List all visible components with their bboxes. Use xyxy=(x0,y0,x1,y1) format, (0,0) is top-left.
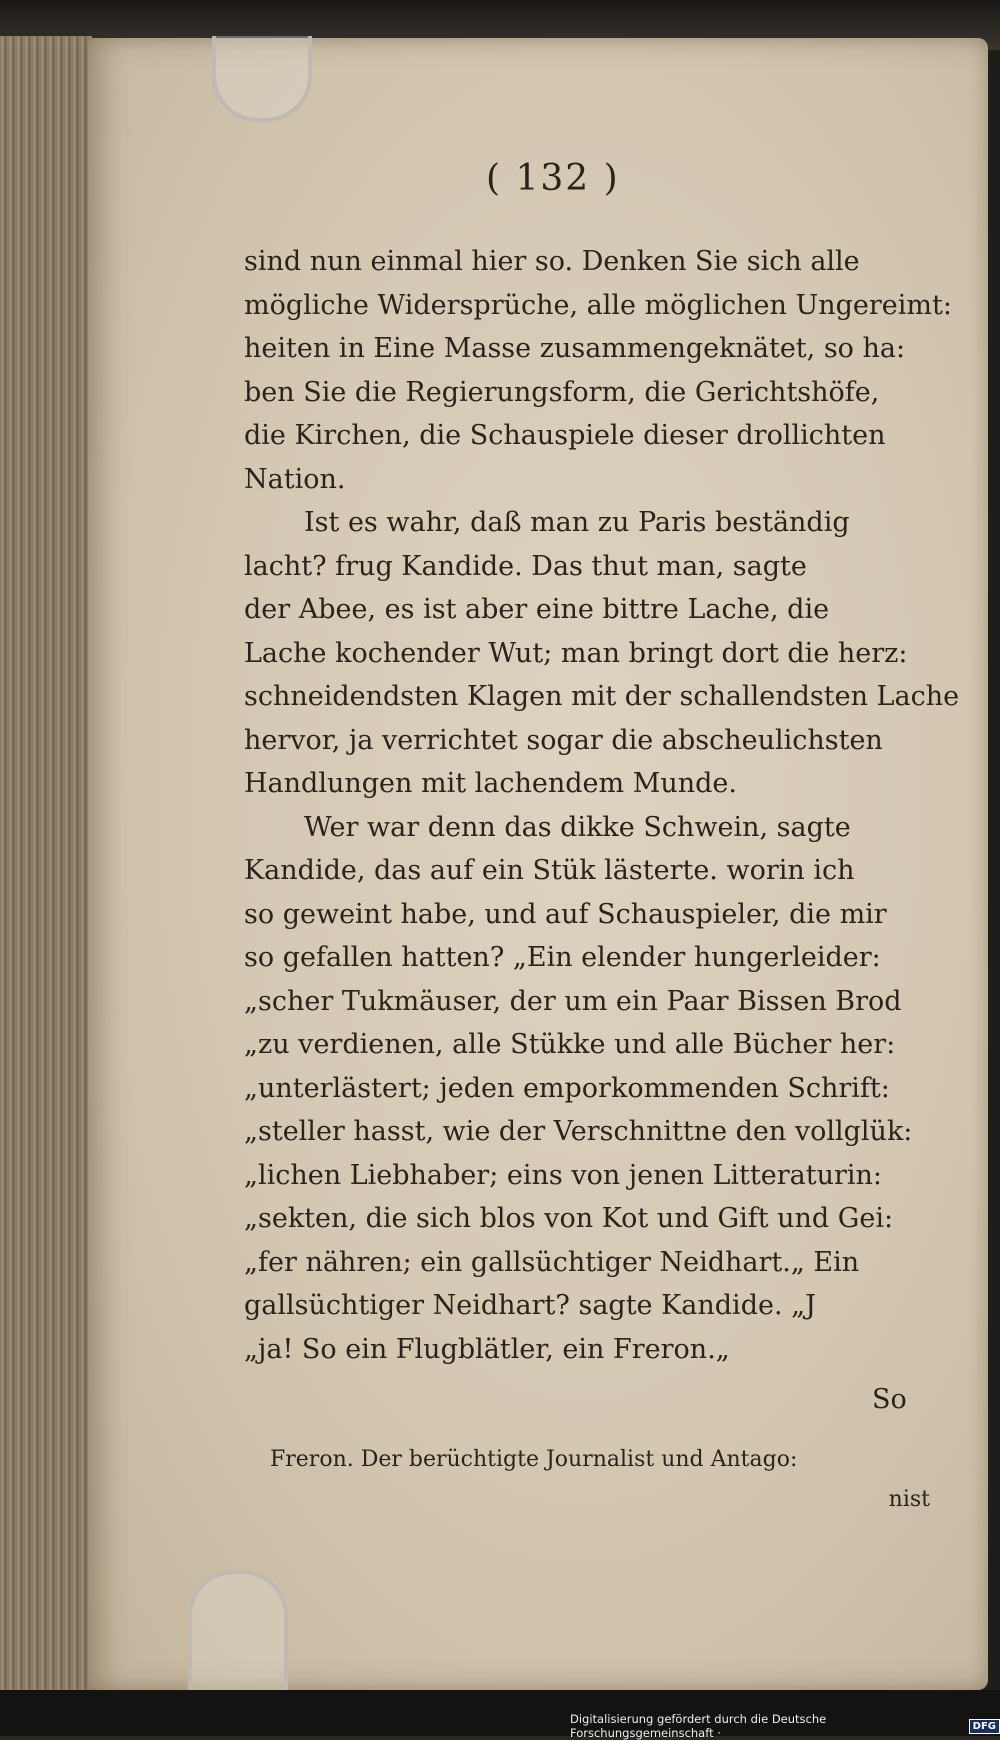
text-line: „scher Tukmäuser, der um ein Paar Bissen Brod xyxy=(244,985,902,1017)
dfg-logo: DFG xyxy=(969,1719,1000,1734)
text-line: Nation. xyxy=(244,463,346,495)
text-line: der Abee, es ist aber eine bittre Lache, die xyxy=(244,594,830,625)
text-line: mögliche Widersprüche, alle möglichen Ungereimt: xyxy=(244,289,952,321)
text-line: Kandide, das auf ein Stük lästerte. worin ich xyxy=(244,855,855,886)
text-line: Lache kochender Wut; man bringt dort die herz: xyxy=(244,637,908,669)
book-page-edges xyxy=(0,36,92,1696)
text-line: „lichen Liebhaber; eins von jenen Litteraturin: xyxy=(244,1159,883,1191)
text-line: die Kirchen, die Schauspiele dieser drollichten xyxy=(244,420,886,451)
digitization-credit xyxy=(570,1712,1000,1740)
text-line: Ist es wahr, daß man zu Paris beständig xyxy=(304,507,850,538)
footnote-line: nist xyxy=(888,1487,930,1512)
text-line: Wer war denn das dikke Schwein, sagte xyxy=(304,811,851,843)
page-number: ( 132 ) xyxy=(486,158,620,199)
catchword: So xyxy=(872,1384,907,1415)
text-line: „steller hasst, wie der Verschnittne den vollglük: xyxy=(244,1116,913,1147)
credit-text: Digitalisierung gefördert durch die Deutsche Forschungsgemeinschaft · xyxy=(570,1712,827,1740)
text-line: ben Sie die Regierungsform, die Gerichtshöfe, xyxy=(244,376,880,408)
text-line: hervor, ja verrichtet sogar die abscheulichsten xyxy=(244,724,883,756)
text-line: „unterlästert; jeden emporkommenden Schrift: xyxy=(244,1072,890,1104)
page-clip-bottom xyxy=(188,1570,288,1692)
text-line: heiten in Eine Masse zusammengeknätet, so ha: xyxy=(244,333,906,364)
text-line: Handlungen mit lachendem Munde. xyxy=(244,768,737,799)
text-line: „zu verdienen, alle Stükke und alle Bücher her: xyxy=(244,1029,896,1060)
page-clip-top xyxy=(212,36,312,122)
body-text xyxy=(244,240,960,1371)
text-line: schneidendsten Klagen mit der schallendsten Lache xyxy=(244,681,960,712)
footnote xyxy=(270,1440,930,1520)
text-line: „ja! So ein Flugblätler, ein Freron.„ xyxy=(244,1333,730,1365)
text-line: so gefallen hatten? „Ein elender hungerleider: xyxy=(244,942,881,973)
text-line: so geweint habe, und auf Schauspieler, die mir xyxy=(244,898,887,930)
text-line: sind nun einmal hier so. Denken Sie sich alle xyxy=(244,246,860,277)
footnote-line: Freron. Der berüchtigte Journalist und Antago: xyxy=(270,1447,798,1472)
text-line: „sekten, die sich blos von Kot und Gift und Gei: xyxy=(244,1203,894,1234)
text-line: lacht? frug Kandide. Das thut man, sagte xyxy=(244,550,807,582)
text-line: „fer nähren; ein gallsüchtiger Neidhart.„ Ein xyxy=(244,1246,860,1278)
text-line: gallsüchtiger Neidhart? sagte Kandide. „J xyxy=(244,1290,816,1321)
